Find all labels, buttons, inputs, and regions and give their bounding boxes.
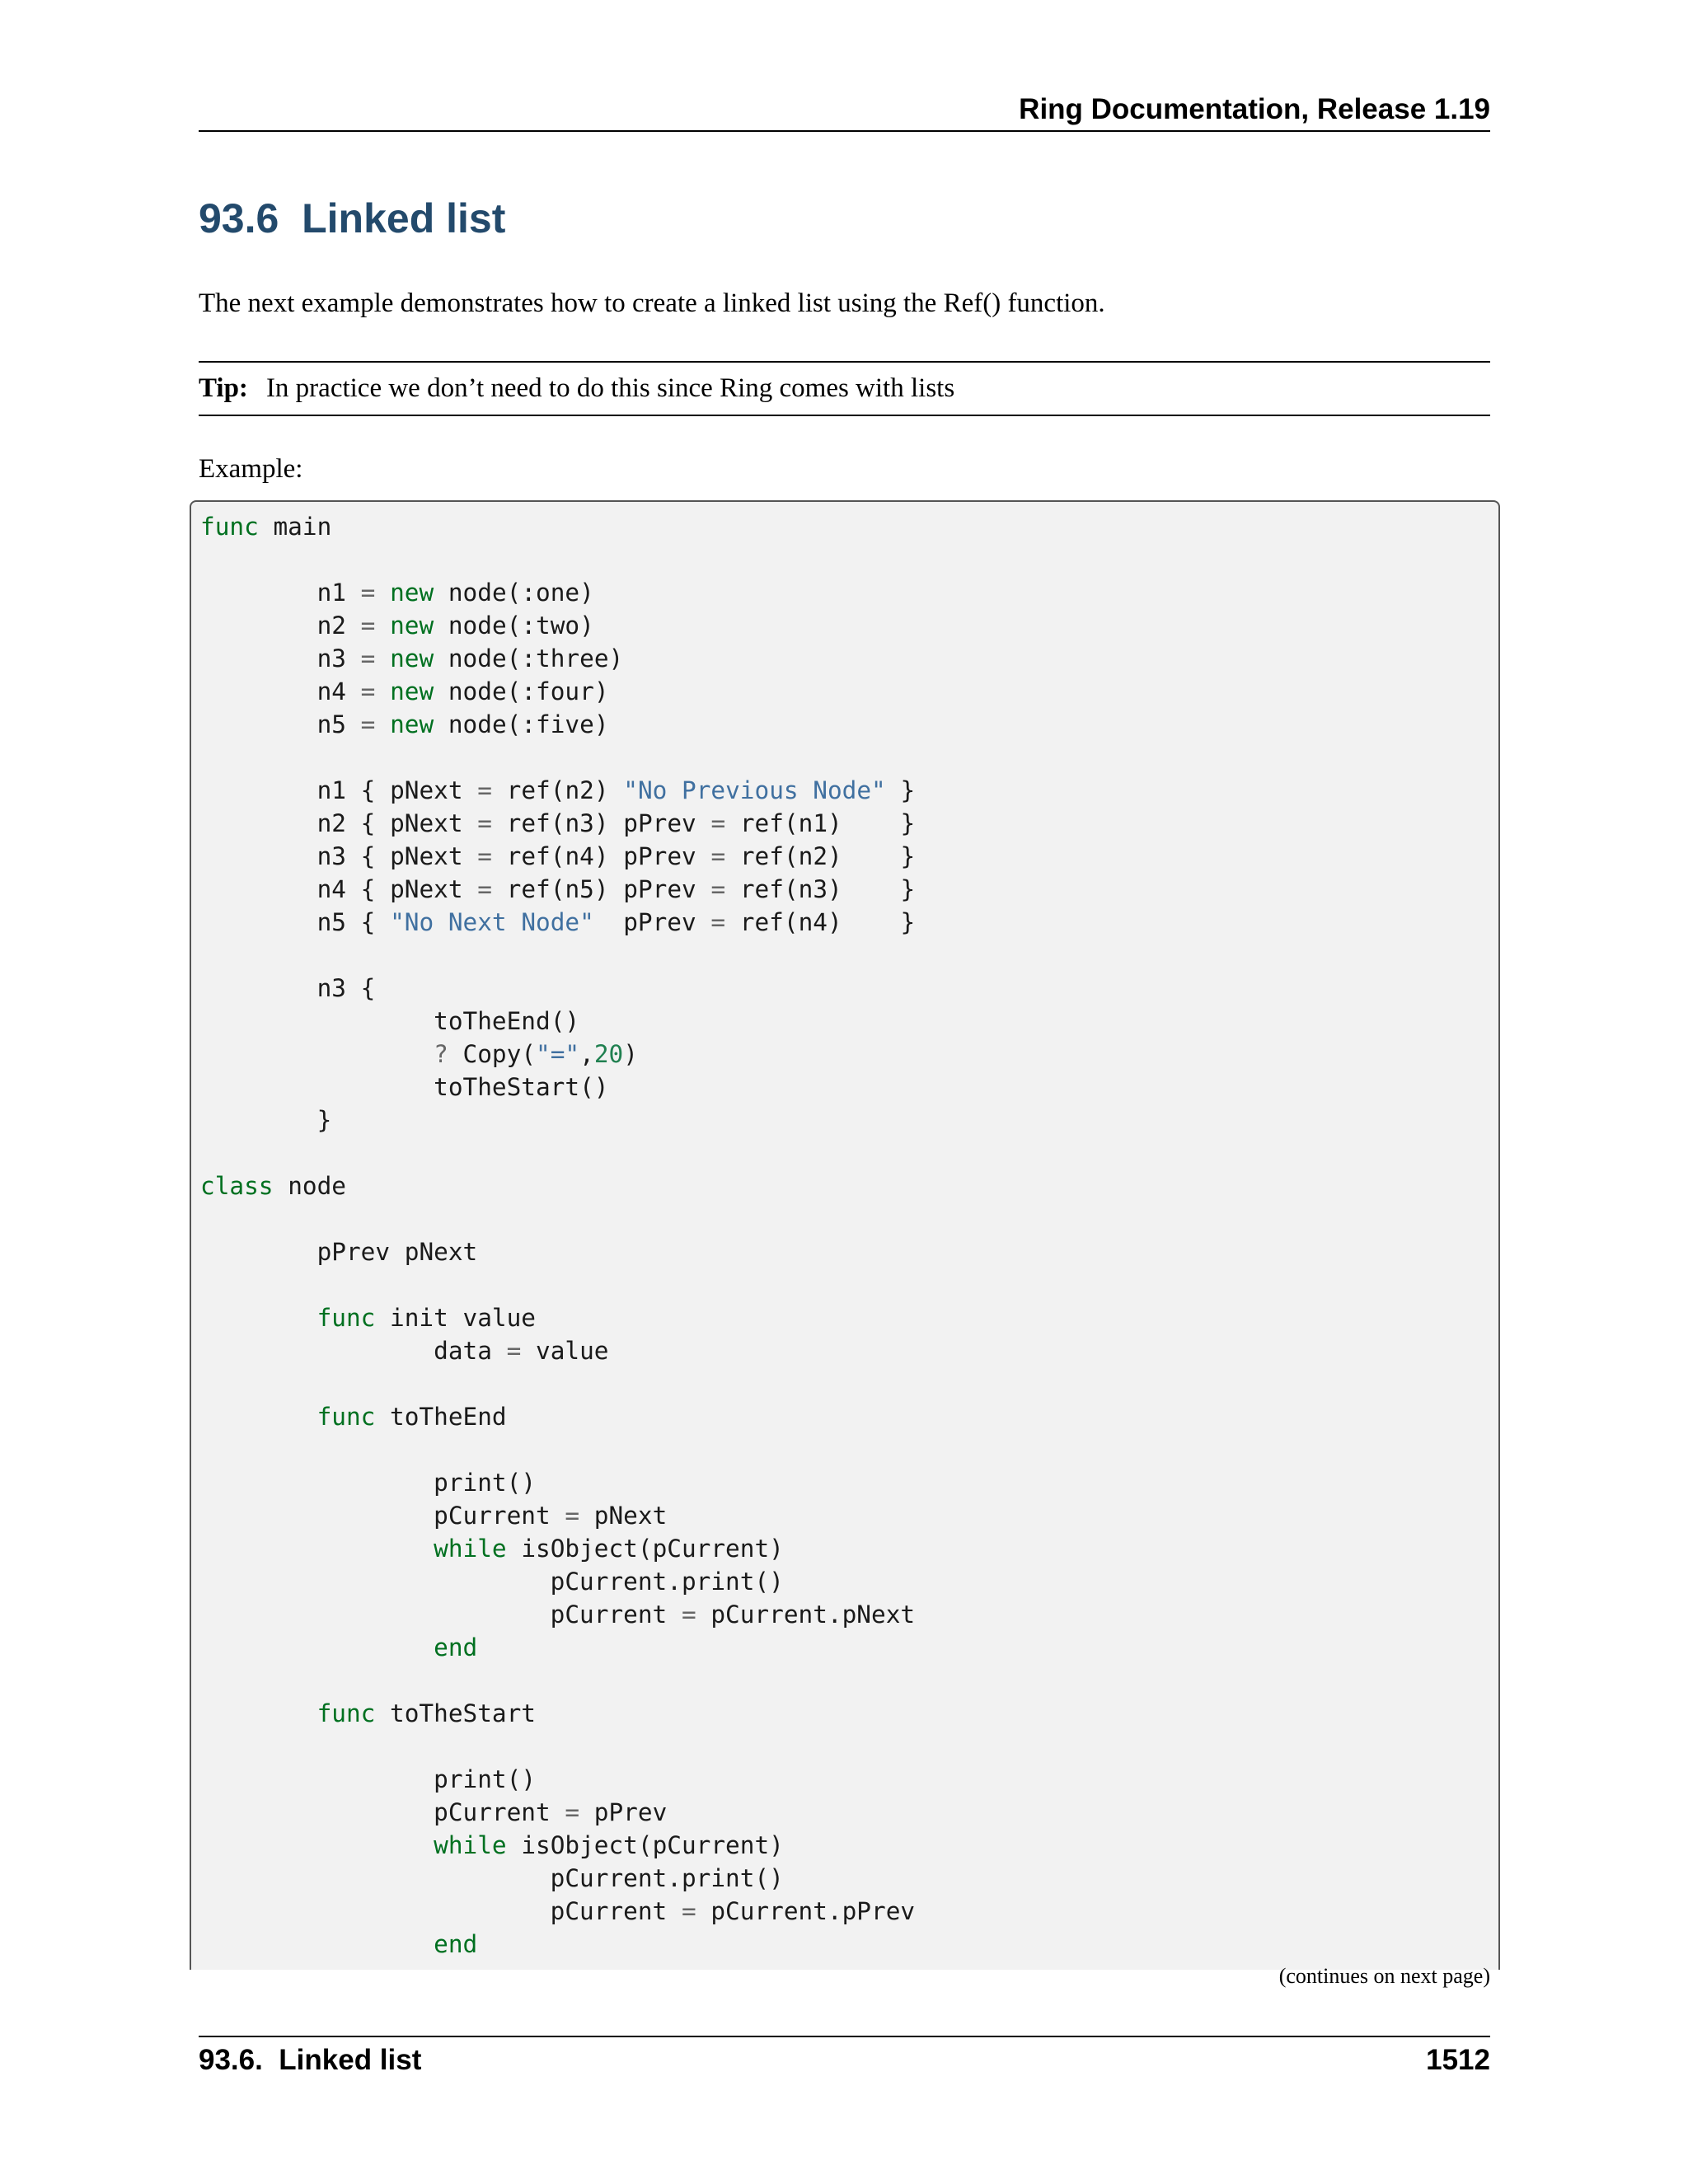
code-line: end [434, 1633, 478, 1661]
code-line: n4 = new node(:four) [316, 677, 609, 705]
code-line [200, 543, 915, 576]
code-line: n1 { pNext = ref(n2) "No Previous Node" } [316, 776, 916, 804]
code-line: } [316, 1106, 332, 1134]
code-line: func toTheStart [316, 1699, 536, 1727]
running-header-title: Ring Documentation, Release 1.19 [1019, 93, 1490, 125]
footer-divider [199, 2036, 1490, 2037]
code-line: pCurrent = pPrev [434, 1798, 668, 1826]
code-line: pCurrent = pCurrent.pNext [550, 1601, 916, 1629]
header-divider [199, 130, 1490, 132]
code-line: print() [434, 1469, 537, 1497]
code-line: pCurrent = pNext [434, 1502, 668, 1530]
code-line: toTheStart() [434, 1073, 609, 1101]
tip-label: Tip: [199, 373, 248, 403]
code-line: print() [434, 1765, 537, 1793]
code-line: while isObject(pCurrent) [434, 1831, 784, 1859]
footer-section-name: 93.6. Linked list [199, 2044, 422, 2076]
code-line: while isObject(pCurrent) [434, 1535, 784, 1563]
code-line: n4 { pNext = ref(n5) pPrev = ref(n3) } [316, 875, 916, 903]
code-listing [200, 510, 915, 1961]
code-line: pCurrent = pCurrent.pPrev [550, 1897, 916, 1925]
code-line: toTheEnd() [434, 1007, 580, 1035]
example-label: Example: [199, 454, 303, 484]
code-line: func main [200, 513, 332, 541]
code-line: end [434, 1930, 478, 1958]
section-title: 93.6 Linked list [199, 195, 506, 241]
tip-text: In practice we don’t need to do this since Ring comes with lists [265, 373, 955, 403]
code-line: pCurrent.print() [550, 1568, 784, 1596]
code-line: n3 = new node(:three) [316, 644, 624, 673]
code-line: ? Copy("=",20) [434, 1040, 638, 1068]
code-line [200, 1433, 915, 1466]
code-line [200, 1730, 915, 1763]
code-line: n2 = new node(:two) [316, 612, 594, 640]
code-line [200, 1202, 915, 1235]
code-line: pCurrent.print() [550, 1864, 784, 1892]
continues-note: (continues on next page) [1278, 1964, 1490, 1988]
code-line [200, 1137, 915, 1169]
code-line: func toTheEnd [316, 1403, 507, 1431]
code-line: pPrev pNext [316, 1238, 478, 1266]
code-line [200, 1268, 915, 1301]
code-line [200, 1367, 915, 1400]
code-line: n5 { "No Next Node" pPrev = ref(n4) } [316, 908, 916, 936]
code-line: n2 { pNext = ref(n3) pPrev = ref(n1) } [316, 809, 916, 837]
code-line: func init value [316, 1304, 537, 1332]
code-line: n3 { pNext = ref(n4) pPrev = ref(n2) } [316, 842, 916, 870]
code-line [200, 1664, 915, 1697]
code-line [200, 741, 915, 774]
code-line: class node [200, 1172, 346, 1200]
code-block[interactable] [190, 500, 1500, 1970]
intro-paragraph: The next example demonstrates how to create a linked list using the Ref() function. [199, 288, 1105, 318]
code-line: data = value [434, 1337, 609, 1365]
code-line: n5 = new node(:five) [316, 710, 609, 738]
page-number: 1512 [1426, 2044, 1490, 2076]
tip-admonition [199, 361, 1490, 416]
code-line [200, 939, 915, 972]
code-line: n3 { [316, 974, 376, 1002]
code-line: n1 = new node(:one) [316, 579, 594, 607]
